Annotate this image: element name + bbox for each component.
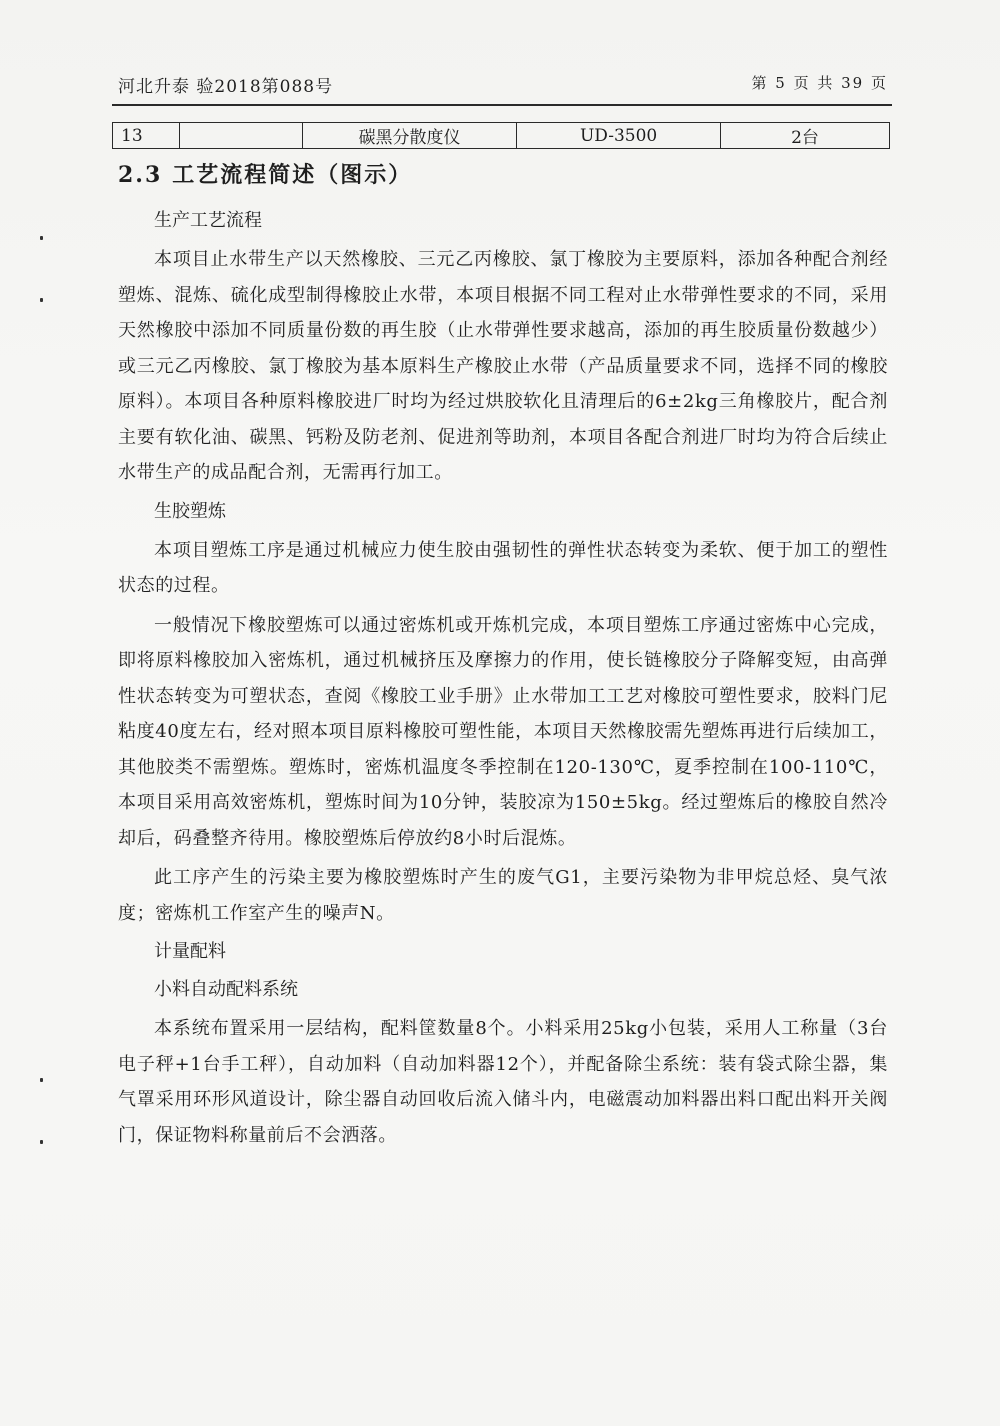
header-rule [112,104,892,106]
paragraph-3: 一般情况下橡胶塑炼可以通过密炼机或开炼机完成，本项目塑炼工序通过密炼中心完成，即将原料橡胶加入密炼机，通过机械挤压及摩擦力的作用，使长链橡胶分子降解变短，由高弹性状态转变为可塑状态，查阅《橡胶工业手册》止水带加工工艺对橡胶可塑性要求，胶料门尼粘度40度左右，经对照本项目原料橡胶可塑性能，本项目天然橡胶需先塑炼再进行后续加工，其他胶类不需塑炼。塑炼时，密炼机温度冬季控制在120-130℃，夏季控制在100-110℃，本项目采用高效密炼机，塑炼时间为10分钟，装胶凉为150±5kg。经过塑炼后的橡胶自然冷却后，码叠整齐待用。橡胶塑炼后停放约8小时后混炼。 [118,614,888,849]
cell-qty: 2台 [720,123,889,149]
binding-hole-mark [40,1140,43,1144]
binding-hole-mark [40,1078,43,1082]
subheading-auto-batching: 小料自动配料系统 [154,979,298,1000]
equipment-table [112,122,890,149]
page-header [118,72,888,102]
section-number: 2.3 [118,162,163,188]
paragraph-5: 本系统布置采用一层结构，配料筐数量8个。小料采用25kg小包装，采用人工称量（3台电子秤+1台手工秤），自动加料（自动加料器12个），并配备除尘系统：装有袋式除尘器，集气罩采用环形风道设计，除尘器自动回收后流入储斗内，电磁震动加料器出料口配出料开关阀门，保证物料称量前后不会洒落。 [118,1018,888,1146]
subheading-batching: 计量配料 [154,941,226,962]
cell-no: 13 [113,123,180,149]
binding-hole-mark [40,298,43,302]
cell-blank [179,123,302,149]
section-title: 工艺流程简述（图示） [172,162,413,188]
page-number: 第 5 页 共 39 页 [751,74,888,92]
subheading-process: 生产工艺流程 [154,210,262,231]
cell-name: 碳黑分散度仪 [302,123,516,149]
paragraph-1: 本项目止水带生产以天然橡胶、三元乙丙橡胶、氯丁橡胶为主要原料，添加各种配合剂经塑炼、混炼、硫化成型制得橡胶止水带，本项目根据不同工程对止水带弹性要求的不同，采用天然橡胶中添加不同质量份数的再生胶（止水带弹性要求越高，添加的再生胶质量份数越少）或三元乙丙橡胶、氯丁橡胶为基本原料生产橡胶止水带（产品质量要求不同，选择不同的橡胶原料）。本项目各种原料橡胶进厂时均为经过烘胶软化且清理后的6±2kg三角橡胶片，配合剂主要有软化油、碳黑、钙粉及防老剂、促进剂等助剂，本项目各配合剂进厂时均为符合后续止水带生产的成品配合剂，无需再行加工。 [118,249,888,483]
binding-hole-mark [40,236,43,240]
subheading-mastication: 生胶塑炼 [154,500,226,522]
paragraph-2: 本项目塑炼工序是通过机械应力使生胶由强韧性的弹性状态转变为柔软、便于加工的塑性状态的过程。 [118,539,888,596]
paragraph-4: 此工序产生的污染主要为橡胶塑炼时产生的废气G1，主要污染物为非甲烷总烃、臭气浓度；密炼机工作室产生的噪声N。 [118,867,888,924]
body-text [118,204,888,1157]
section-heading [118,158,412,189]
cell-model: UD-3500 [517,123,721,149]
report-number: 河北升泰 验2018第088号 [118,77,334,97]
table-row [113,123,890,149]
